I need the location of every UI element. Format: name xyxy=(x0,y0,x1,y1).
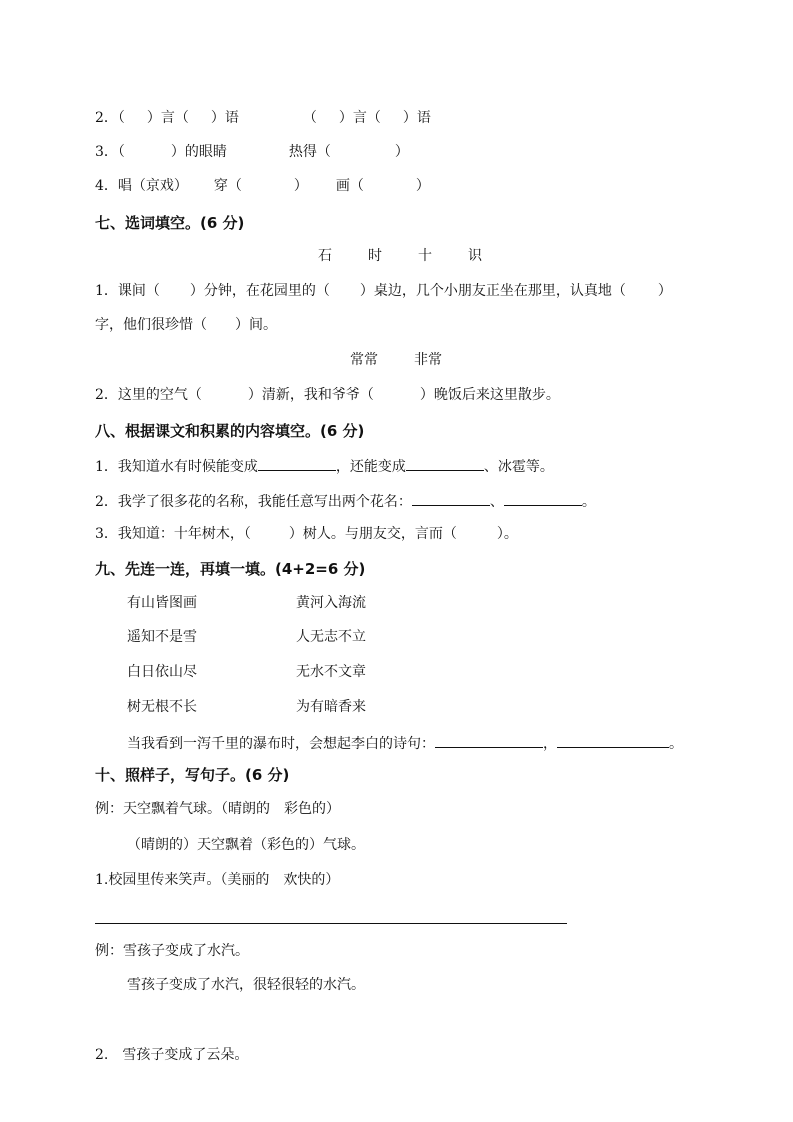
poem-right-4[interactable]: 为有暗香来 xyxy=(296,699,366,715)
poem-right-3[interactable]: 无水不文章 xyxy=(296,664,366,680)
example-1-answer: （晴朗的）天空飘着（彩色的）气球。 xyxy=(127,837,365,853)
s8-question-2: 2．我学了很多花的名称，我能任意写出两个花名： 、 。 xyxy=(95,490,596,512)
section-9-title: 九、先连一连，再填一填。(4+2=6 分) xyxy=(95,560,366,578)
poem-left-1[interactable]: 有山皆图画 xyxy=(127,595,197,611)
answer-blank[interactable] xyxy=(504,490,582,506)
s10-question-2: 2. 雪孩子变成了云朵。 xyxy=(95,1047,249,1063)
section-10-title: 十、照样子，写句子。(6 分) xyxy=(95,766,290,784)
s7-question-2: 2．这里的空气（ ）清新，我和爷爷（ ）晚饭后来这里散步。 xyxy=(95,387,560,403)
section-8-title: 八、根据课文和积累的内容填空。(6 分) xyxy=(95,422,365,440)
s8-question-3: 3．我知道：十年树木，（ ）树人。与朋友交，言而（ ）。 xyxy=(95,526,518,542)
poem-left-4[interactable]: 树无根不长 xyxy=(127,699,197,715)
answer-blank[interactable] xyxy=(557,732,669,748)
example-2: 例：雪孩子变成了水汽。 xyxy=(95,943,249,959)
s9-fill-line: 当我看到一泻千里的瀑布时，会想起李白的诗句： ， 。 xyxy=(127,732,683,754)
s10-question-1: 1.校园里传来笑声。（美丽的 欢快的） xyxy=(95,872,340,888)
poem-right-1[interactable]: 黄河入海流 xyxy=(296,595,366,611)
s6-line-3: 3．（ ）的眼睛 热得（ ） xyxy=(95,144,409,160)
answer-blank[interactable] xyxy=(406,455,484,471)
word-bank-2: 常常 非常 xyxy=(350,352,442,368)
answer-line[interactable] xyxy=(95,923,567,924)
s6-line-2: 2．（ ）言（ ）语 （ ）言（ ）语 xyxy=(95,110,431,126)
word-bank-1: 石 时 十 识 xyxy=(318,248,482,264)
s8-question-1: 1．我知道水有时候能变成 ，还能变成 、冰雹等。 xyxy=(95,455,554,477)
poem-left-3[interactable]: 白日依山尽 xyxy=(127,664,197,680)
section-7-title: 七、选词填空。(6 分) xyxy=(95,214,245,232)
poem-right-2[interactable]: 人无志不立 xyxy=(296,629,366,645)
answer-blank[interactable] xyxy=(258,455,336,471)
example-1: 例：天空飘着气球。（晴朗的 彩色的） xyxy=(95,801,340,817)
example-2-answer: 雪孩子变成了水汽，很轻很轻的水汽。 xyxy=(127,977,365,993)
s6-line-4: 4．唱（京戏） 穿（ ） 画（ ） xyxy=(95,178,430,194)
poem-left-2[interactable]: 遥知不是雪 xyxy=(127,629,197,645)
s7-question-1-line-a: 1．课间（ ）分钟，在花园里的（ ）桌边，几个小朋友正坐在那里，认真地（ ） xyxy=(95,283,672,299)
answer-blank[interactable] xyxy=(435,732,543,748)
answer-blank[interactable] xyxy=(412,490,490,506)
s7-question-1-line-b: 字，他们很珍惜（ ）间。 xyxy=(95,317,277,333)
